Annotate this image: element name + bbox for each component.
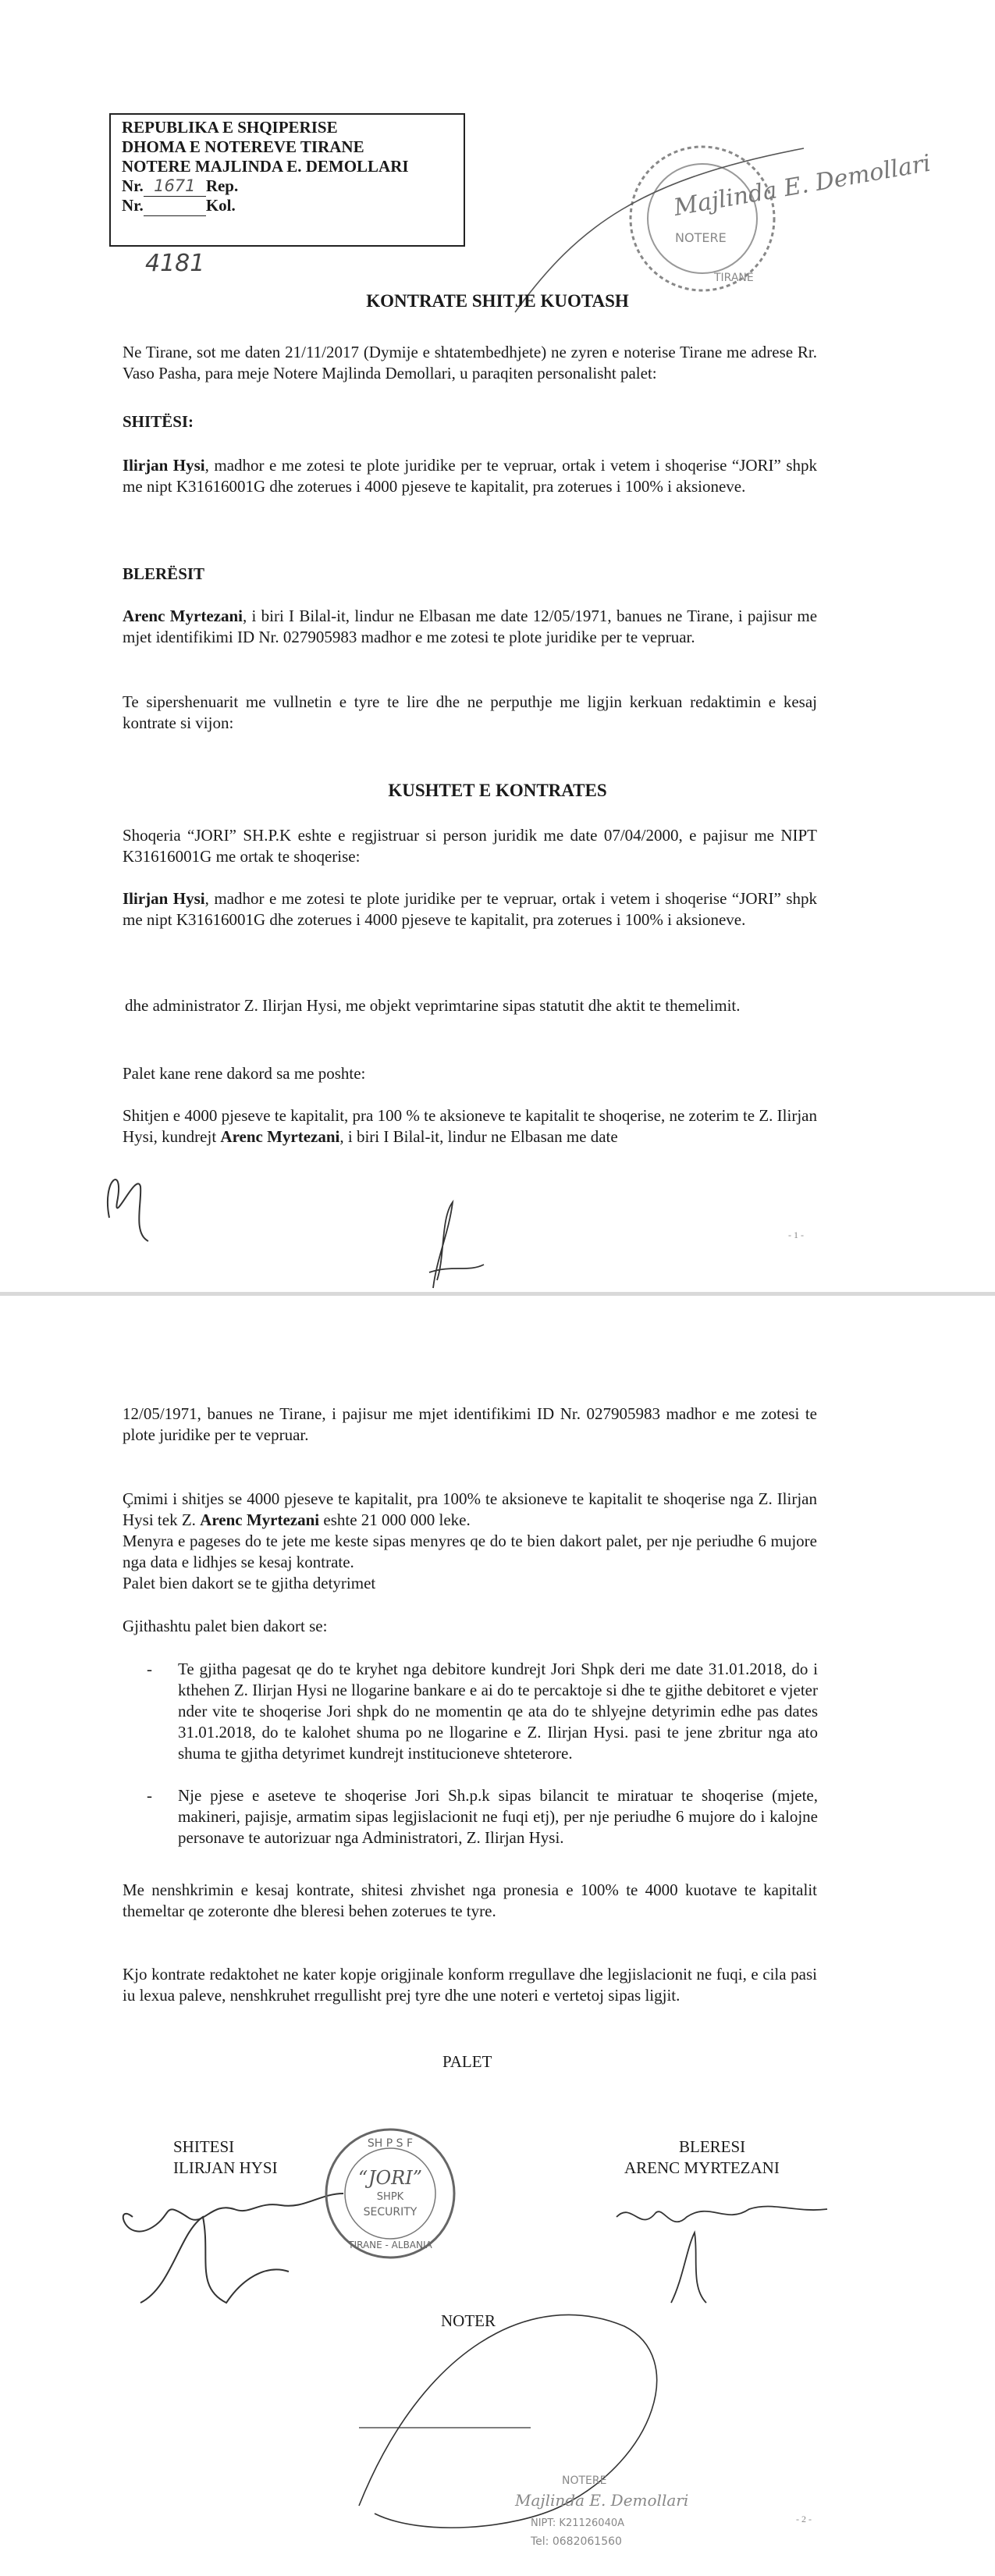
page-number-1: - 1 - xyxy=(788,1229,804,1240)
seller-sign-name: ILIRJAN HYSI xyxy=(173,2158,278,2177)
seller-name: Ilirjan Hysi xyxy=(123,456,205,475)
buyer-role: BLERESI xyxy=(679,2137,746,2156)
owner-name: Ilirjan Hysi xyxy=(123,889,205,908)
agree-all-paragraph: Palet bien dakort se te gjitha detyrimet xyxy=(123,1574,376,1592)
page1-initials-left xyxy=(94,1147,187,1257)
owner-paragraph: Ilirjan Hysi, madhor e me zotesi te plote juridike per te vepruar, ortak i vetem i shoqerise “JORI” shpk me nipt K31616001G dhe zoterues i 4000 pjeseve te kapitalit, pra zoterues i 100% i aksioneve. xyxy=(123,889,818,929)
stamp-bottom-line1: NOTERE xyxy=(562,2475,607,2487)
notary-stamp-bottom xyxy=(484,2467,718,2568)
seller-role: SHITESI xyxy=(173,2137,235,2156)
buyer-name: Arenc Myrtezani xyxy=(123,607,243,625)
sale-paragraph: Shitjen e 4000 pjeseve te kapitalit, pra 100 % te aksioneve te kapitalit te shoqerise, ne zoterim te Z. Ilirjan Hysi, kundrejt Arenc Myrtezani, i biri I Bilal-it, lindur ne Elbasan me date xyxy=(123,1106,817,1146)
signing-paragraph: Me nenshkrimin e kesaj kontrate, shitesi zhvishet nga pronesia e 100% te 4000 kuotave te kapitalit themeltar qe zoteronte dhe bleresi behen zoterues te tyre. xyxy=(123,1880,817,1920)
stamp-notary-name: Majlinda E. Demollari xyxy=(671,149,933,222)
header-line-chamber: DHOMA E NOTEREVE TIRANE xyxy=(122,137,364,156)
list-item: - Te gjitha pagesat qe do te kryhet nga debitore kundrejt Jori Shpk deri me date 31.01.2018, do i kthehen Z. Ilirjan Hysi ne llogarine bankare e ai do te percaktoje si dhe te gjithe debitoret e vjeter nder vite te shoqerise Jori shpk do ne momentin qe ata do te shlyejne detyrimin edhe pas dates 31.01.2018, do te kalohet shuma po ne llogarine e Z. Ilirjan Hysi. pasi te jene zbritur nga ato shuma te gjitha detyrimet kundrejt institucioneve shteterore. xyxy=(147,1660,818,1763)
administrator-paragraph: dhe administrator Z. Ilirjan Hysi, me objekt veprimtarine sipas statutit dhe aktit te themelimit. xyxy=(125,996,741,1015)
rep-number-handwritten: 1671 xyxy=(154,176,196,195)
notary-header-box xyxy=(109,113,465,247)
sale-buyer-name: Arenc Myrtezani xyxy=(220,1127,340,1146)
header-kol-line: Nr. Kol. xyxy=(122,196,236,215)
continued-paragraph: 12/05/1971, banues ne Tirane, i pajisur me mjet identifikimi ID Nr. 027905983 madhor e me zotesi te plote juridike per te vepruar. xyxy=(123,1404,817,1444)
intro-paragraph: Ne Tirane, sot me daten 21/11/2017 (Dymije e shtatembedhjete) ne zyren e noterise Tirane me adrese Rr. Vaso Pasha, para meje Notere Majlinda Demollari, u paraqiten personalisht palet: xyxy=(123,343,817,382)
page1-initials-right xyxy=(406,1187,499,1292)
document-page-2 xyxy=(0,1296,995,2576)
stamp-bottom-line2: Majlinda E. Demollari xyxy=(515,2491,689,2510)
price-buyer-name: Arenc Myrtezani xyxy=(200,1510,320,1529)
list-item: - Nje pjese e aseteve te shoqerise Jori Sh.p.k sipas bilancit te miratuar te shoqerise (mjete, makineri, pajisje, armatim sipas legjislacionit ne fuqi etj), per nje periudhe 6 mujore do i kalojne personave te autorizuar nga Administratori, Z. Ilirjan Hysi. xyxy=(147,1786,818,1847)
stamp-company-sub: SECURITY xyxy=(363,2206,418,2218)
terms-heading: KUSHTET E KONTRATES xyxy=(388,781,607,800)
page-number-2: - 2 - xyxy=(796,2514,812,2524)
stamp-company-name: “JORI” xyxy=(358,2167,422,2189)
stamp-company-bottom: TIRANE - ALBANIA xyxy=(348,2240,432,2250)
notary-label: NOTER xyxy=(441,2311,496,2330)
header-rep-line: Nr. 1671 Rep. xyxy=(122,176,239,195)
seller-heading: SHITËSI: xyxy=(123,412,194,431)
seller-paragraph: Ilirjan Hysi, madhor e me zotesi te plote juridike per te vepruar, ortak i vetem i shoqerise “JORI” shpk me nipt K31616001G dhe zoterues i 4000 pjeseve te kapitalit, pra zoterues i 100% i aksioneve. xyxy=(123,456,818,496)
buyer-paragraph: Arenc Myrtezani, i biri I Bilal-it, lindur ne Elbasan me date 12/05/1971, banues ne Tirane, i pajisur me mjet identifikimi ID Nr. 027905983 madhor e me zotesi te plote juridike per te vepruar. xyxy=(123,607,818,646)
copies-paragraph: Kjo kontrate redaktohet ne kater kopje origjinale konform rregullave dhe legjislacionit ne fuqi, e cila pasi iu lexua paleve, nenshkruhet rregullisht prej tyre dhe une noteri e vertetoj sipas ligjit. xyxy=(123,1965,817,2005)
price-paragraph: Çmimi i shitjes se 4000 pjeseve te kapitalit, pra 100% te aksioneve te kapitalit te shoqerise nga Z. Ilirjan Hysi tek Z. Arenc Myrtezani eshte 21 000 000 leke. xyxy=(123,1489,817,1529)
also-agree-paragraph: Gjithashtu palet bien dakort se: xyxy=(123,1617,328,1635)
stamp-notary-sub: NOTERE xyxy=(675,230,727,245)
agreed-paragraph: Palet kane rene dakord sa me poshte: xyxy=(123,1064,366,1083)
stamp-bottom-line4: Tel: 0682061560 xyxy=(531,2535,622,2548)
stamp-notary-city: TIRANE xyxy=(714,272,754,284)
header-line-notary: NOTERE MAJLINDA E. DEMOLLARI xyxy=(122,157,409,176)
company-stamp xyxy=(320,2123,460,2264)
parties-request-paragraph: Te sipershenuarit me vullnetin e tyre te lire dhe ne perputhje me ligjin kerkuan redaktimin e kesaj kontrate si vijon: xyxy=(123,692,817,732)
buyers-heading: BLERËSIT xyxy=(123,564,205,583)
stamp-company-top: SH P S F xyxy=(367,2137,414,2150)
contract-title: KONTRATE SHITJE KUOTASH xyxy=(366,291,629,311)
buyer-sign-name: ARENC MYRTEZANI xyxy=(624,2158,780,2177)
payment-paragraph: Menyra e pageses do te jete me keste sipas menyres qe do te bien dakort palet, per nje periudhe 6 mujore nga data e lidhjes se kesaj kontrate. xyxy=(123,1532,817,1571)
stamp-bottom-line3: NIPT: K21126040A xyxy=(531,2517,625,2529)
header-line-republic: REPUBLIKA E SHQIPERISE xyxy=(122,118,338,137)
company-paragraph: Shoqeria “JORI” SH.P.K eshte e regjistruar si person juridik me date 07/04/2000, e pajisur me NIPT K31616001G me ortak te shoqerise: xyxy=(123,826,817,866)
stamp-company-type: SHPK xyxy=(376,2191,404,2203)
handwritten-reference: 4181 xyxy=(145,250,205,277)
parties-label: PALET xyxy=(442,2052,492,2071)
